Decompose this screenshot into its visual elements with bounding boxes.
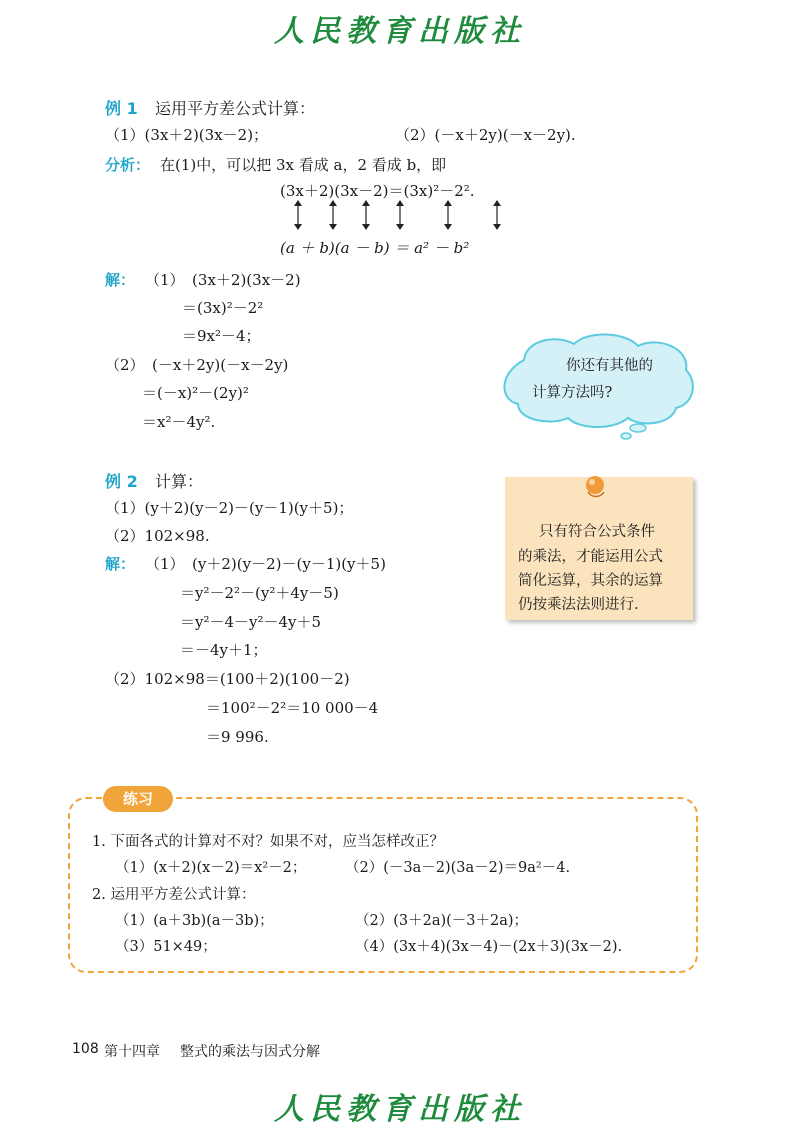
cloud-line2: 计算方法吗? xyxy=(532,385,613,401)
double-arrow-icon xyxy=(326,199,340,231)
solution2-line3: ＝x²－4y². xyxy=(142,413,216,431)
ex2-solution2-line1: （2）102×98＝(100＋2)(100－2) xyxy=(105,670,350,688)
ex2-solution1-line1: （1） (y＋2)(y－2)－(y－1)(y＋5) xyxy=(145,555,386,573)
note-line4: 仍按乘法法则进行. xyxy=(518,597,639,613)
ex2-solution1-line4: ＝－4y＋1； xyxy=(180,641,268,659)
practice-q1a: （1）(x＋2)(x－2)＝x²－2； xyxy=(115,860,307,876)
practice-tab: 练习 xyxy=(103,786,173,812)
solution-label-1: 解： xyxy=(105,271,136,289)
ex2-solution1-line3: ＝y²－4－y²－4y＋5 xyxy=(180,613,322,631)
example2-label: 例 2 xyxy=(105,472,138,491)
example2-problem2: （2）102×98. xyxy=(105,527,210,545)
ex2-solution1-line2: ＝y²－2²－(y²＋4y－5) xyxy=(180,584,339,602)
chapter-number: 第十四章 xyxy=(104,1044,160,1060)
double-arrow-icon xyxy=(393,199,407,231)
pin-icon xyxy=(584,474,606,500)
solution1-line1: （1） (3x＋2)(3x－2) xyxy=(145,271,301,289)
practice-q1b: （2）(－3a－2)(3a－2)＝9a²－4. xyxy=(345,860,571,876)
double-arrow-icon xyxy=(490,199,504,231)
example2-title: 计算： xyxy=(155,472,204,491)
example2-problem1: （1）(y＋2)(y－2)－(y－1)(y＋5)； xyxy=(105,499,354,517)
ex2-solution2-line2: ＝100²－2²＝10 000－4 xyxy=(206,699,379,717)
expansion-bottom: (a ＋ b)(a － b) ＝ a² － b² xyxy=(280,239,470,257)
analysis-text: 在(1)中，可以把 3x 看成 a，2 看成 b，即 xyxy=(160,156,447,174)
publisher-footer: 人民教育出版社 xyxy=(274,1092,526,1127)
solution2-line2: ＝(－x)²－(2y)² xyxy=(142,384,249,402)
expansion-top: (3x＋2)(3x－2)＝(3x)²－2². xyxy=(280,182,475,200)
practice-q2b: （2）(3＋2a)(－3＋2a)； xyxy=(355,913,529,929)
ex2-solution2-line3: ＝9 996. xyxy=(206,728,269,746)
note-line3: 简化运算，其余的运算 xyxy=(518,573,663,589)
cloud-line1: 你还有其他的 xyxy=(566,358,653,374)
solution-label-2: 解： xyxy=(105,555,136,573)
practice-q2a: （1）(a＋3b)(a－3b)； xyxy=(115,913,274,929)
example1-title: 运用平方差公式计算： xyxy=(155,99,316,118)
practice-q1: 1. 下面各式的计算对不对？如果不对，应当怎样改正？ xyxy=(92,834,444,850)
practice-q2: 2. 运用平方差公式计算： xyxy=(92,887,256,903)
practice-q2c: （3）51×49； xyxy=(115,939,217,955)
example1-problem1: （1）(3x＋2)(3x－2)； xyxy=(105,126,269,144)
page-number: 108 xyxy=(72,1041,99,1057)
publisher-header: 人民教育出版社 xyxy=(274,14,526,49)
solution1-line2: ＝(3x)²－2² xyxy=(182,299,264,317)
practice-q2d: （4）(3x＋4)(3x－4)－(2x＋3)(3x－2). xyxy=(355,939,623,955)
example1-label: 例 1 xyxy=(105,99,138,118)
solution2-line1: （2） (－x＋2y)(－x－2y) xyxy=(105,356,289,374)
solution1-line3: ＝9x²－4； xyxy=(182,327,261,345)
chapter-title: 整式的乘法与因式分解 xyxy=(180,1044,320,1060)
double-arrow-icon xyxy=(359,199,373,231)
example1-problem2: （2）(－x＋2y)(－x－2y). xyxy=(395,126,576,144)
note-line1: 只有符合公式条件 xyxy=(539,524,655,540)
analysis-label: 分析： xyxy=(105,156,151,174)
note-line2: 的乘法，才能运用公式 xyxy=(518,549,663,565)
double-arrow-icon xyxy=(441,199,455,231)
double-arrow-icon xyxy=(291,199,305,231)
